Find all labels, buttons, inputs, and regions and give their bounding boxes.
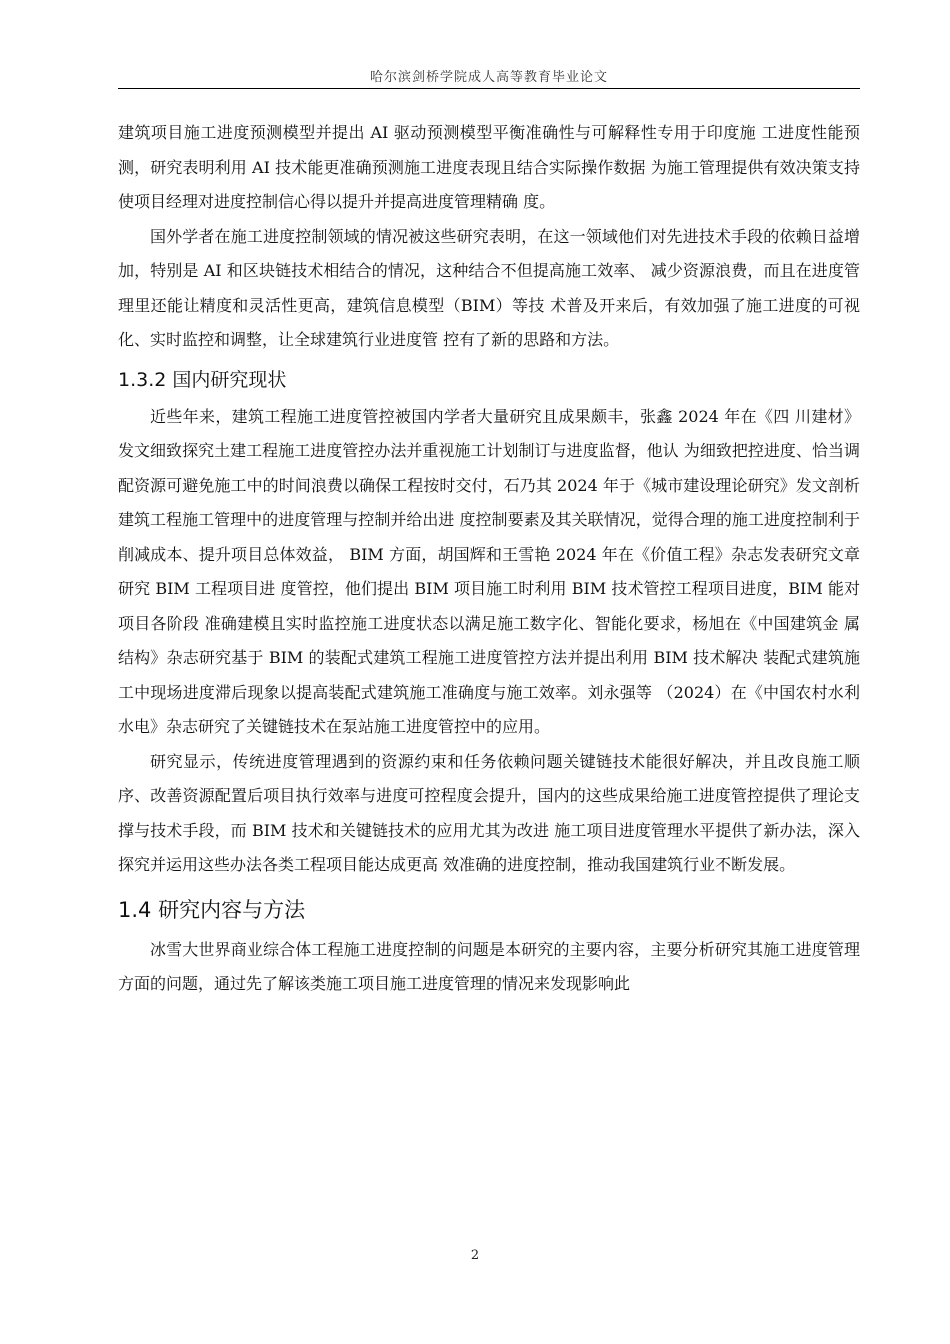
paragraph-research-findings: 研究显示，传统进度管理遇到的资源约束和任务依赖问题关键链技术能很好解决，并且改良施工顺序、改善资源配置后项目执行效率与进度可控程度会提升，国内的这些成果给施工进度管控提供了理论支撑与技术手段，而 BIM 技术和关键链技术的应用尤其为改进 施工项目进度管理水平提供了新办法，深入探究并运用这些办法各类工程项目能达成更高 效准确的进度控制，推动我国建筑行业不断发展。 — [118, 751, 860, 874]
section-heading-1-4: 1.4 研究内容与方法 — [118, 897, 306, 922]
paragraph-foreign-summary: 国外学者在施工进度控制领域的情况被这些研究表明，在这一领域他们对先进技术手段的依赖日益增加，特别是 AI 和区块链技术相结合的情况，这种结合不但提高施工效率、 减少资源浪费，而且在进度管理里还能让精度和灵活性更高，建筑信息模型（BIM）等技 术普及开来后，有效加强了施工进度的可视化、实时监控和调整，让全球建筑行业进度管 控有了新的思路和方法。 — [118, 226, 860, 349]
body-content — [118, 116, 860, 1002]
section-heading-1-3-2: 1.3.2 国内研究现状 — [118, 368, 287, 391]
page-header: 哈尔滨剑桥学院成人高等教育毕业论文 — [369, 70, 608, 85]
paragraph-research-content: 冰雪大世界商业综合体工程施工进度控制的问题是本研究的主要内容，主要分析研究其施工进度管理方面的问题，通过先了解该类施工项目施工进度管理的情况来发现影响此 — [118, 939, 860, 993]
page-number: 2 — [470, 1248, 480, 1263]
paragraph-domestic-research: 近些年来，建筑工程施工进度管控被国内学者大量研究且成果颇丰，张鑫 2024 年在《四 川建材》发文细致探究土建工程施工进度管控办法并重视施工计划制订与进度监督，他认 为细致把控进度、恰当调配资源可避免施工中的时间浪费以确保工程按时交付，石乃其 2024 年于《城市建设理论研究》发文剖析建筑工程施工管理中的进度管理与控制并给出进 度控制要素及其关联情况，觉得合理的施工进度控制利于削减成本、提升项目总体效益， BIM 方面，胡国辉和王雪艳 2024 年在《价值工程》杂志发表研究文章研究 BIM 工程项目进 度管控，他们提出 BIM 项目施工时利用 BIM 技术管控工程项目进度，BIM 能对项目各阶段 准确建模且实时监控施工进度状态以满足施工数字化、智能化要求，杨旭在《中国建筑金 属结构》杂志研究基于 BIM 的装配式建筑工程施工进度管控方法并提出利用 BIM 技术解决 装配式建筑施工中现场进度滞后现象以提高装配式建筑施工准确度与施工效率。刘永强等 （2024）在《中国农村水利水电》杂志研究了关键链技术在泵站施工进度管控中的应用。 — [118, 406, 860, 736]
paragraph-continued: 建筑项目施工进度预测模型并提出 AI 驱动预测模型平衡准确性与可解释性专用于印度施 工进度性能预测，研究表明利用 AI 技术能更准确预测施工进度表现且结合实际操作数据 为施工管理提供有效决策支持使项目经理对进度控制信心得以提升并提高进度管理精确 度。 — [118, 123, 860, 211]
header-divider — [118, 88, 860, 89]
